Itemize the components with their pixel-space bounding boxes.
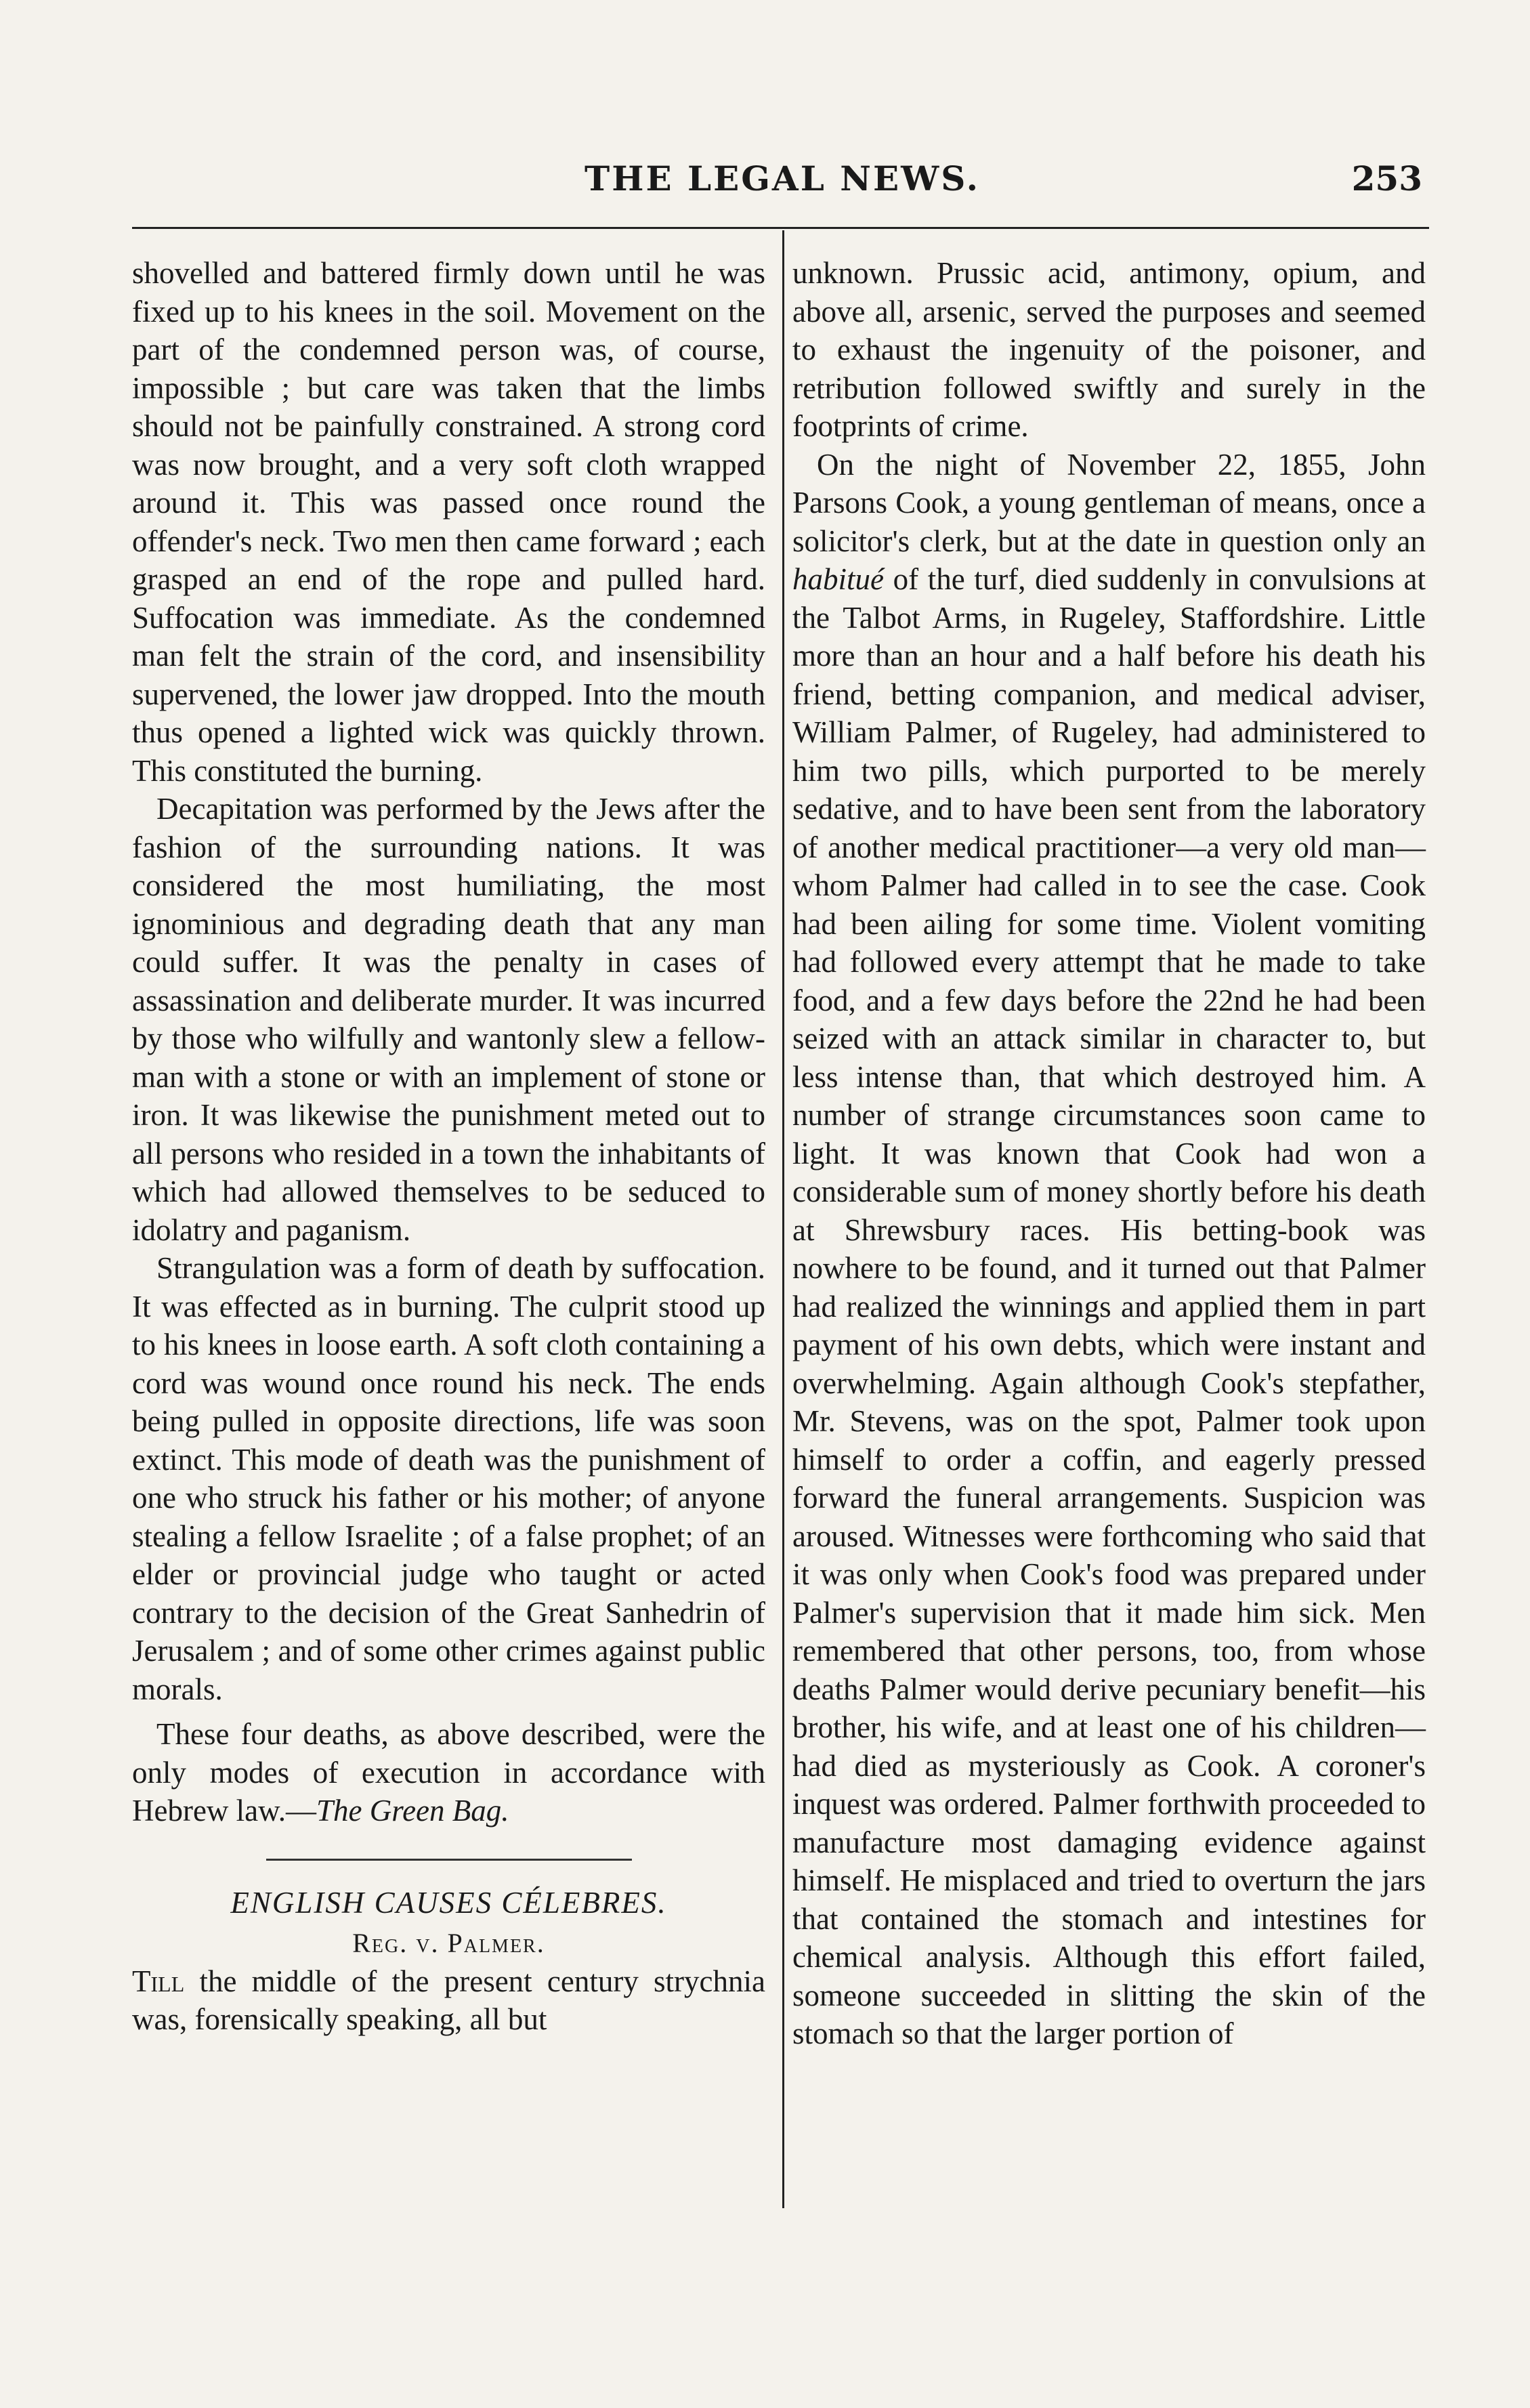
paragraph-conclusion <box>132 1715 765 1830</box>
paragraph-burning: shovelled and battered firmly down until he was fixed up to his knees in the soil. Movement on the part of the condemned person was, of course, impossible ; but care was taken that the limbs should not be painfully constrained. A strong cord was now brought, and a very soft cloth wrapped around it. This was passed once round the offender's neck. Two men then came forward ; each grasped an end of the rope and pulled hard. Suffocation was immediate. As the condemned man felt the strain of the cord, and insensibility supervened, the lower jaw dropped. Into the mouth thus opened a lighted wick was quickly thrown. This constituted the burning. <box>132 256 765 788</box>
section-title: ENGLISH CAUSES CÉLEBRES. <box>230 1885 667 1920</box>
right-column <box>792 254 1426 2053</box>
cook-case-text-a: On the night of November 22, 1855, John Parsons Cook, a young gentleman of means, once a solicitor's clerk, but at the date in question only an <box>792 447 1426 558</box>
conclusion-text: These four deaths, as above described, were the only modes of execution in accordance with Hebrew law.— <box>132 1717 765 1828</box>
case-name: Reg. v. Palmer. <box>352 1927 545 1958</box>
paragraph-cook-case <box>792 446 1426 2053</box>
paragraph-poisons: unknown. Prussic acid, antimony, opium, and above all, arsenic, served the purposes and seemed to exhaust the ingenuity of the poisoner, and retribution followed swiftly and surely in the footprints of crime. <box>792 256 1426 443</box>
source-citation: The Green Bag. <box>316 1794 509 1828</box>
cook-case-text-b: of the turf, died suddenly in convulsions at the Talbot Arms, in Rugeley, Staffordshire. Little more than an hour and a half before his death his friend, betting companion, and medical adviser, William Palmer, of Rugeley, had administered to him two pills, which purported to be merely sedative, and to have been sent from the laboratory of another medical practitioner—a very old man—whom Palmer had called in to see the case. Cook had been ailing for some time. Violent vomiting had followed every attempt that he made to take food, and a few days before the 22nd he had been seized with an attack similar in character to, but less intense than, that which destroyed him. A number of strange circumstances soon came to light. It was known that Cook had won a considerable sum of money shortly before his death at Shrewsbury races. His betting-book was nowhere to be found, and it turned out that Palmer had realized the winnings and applied them in part payment of his own debts, which were instant and overwhelming. Again although Cook's stepfather, Mr. Stevens, was on the spot, Palmer took upon himself to order a coffin, and eagerly pressed forward the funeral arrangements. Suspicion was aroused. Witnesses were forthcoming who said that it was only when Cook's food was prepared under Palmer's supervision that it made him sick. Men remembered that other persons, too, from whose deaths Palmer would derive pecuniary benefit—his brother, his wife, and at least one of his children—had died as mysteriously as Cook. A coroner's inquest was ordered. Palmer forthwith proceeded to manufacture most damaging evidence against himself. He misplaced and tried to overturn the jars that contained the stomach and intestines for chemical analysis. Although this effort failed, someone succeeded in slitting the skin of the stomach so that the larger portion of <box>792 562 1426 2050</box>
paragraph-strangulation: Strangulation was a form of death by suffocation. It was effected as in burning. The culprit stood up to his knees in loose earth. A soft cloth containing a cord was wound once round his neck. The ends being pulled in opposite directions, life was soon extinct. This mode of death was the punishment of one who struck his father or his mother; of anyone stealing a fellow Israelite ; of a false prophet; of an elder or provincial judge who taught or acted contrary to the decision of the Great Sanhedrin of Jerusalem ; and of some other crimes against public morals. <box>132 1251 765 1706</box>
column-divider <box>782 230 784 2208</box>
section-divider <box>266 1859 632 1861</box>
drop-lead-word: Till <box>132 1964 185 1998</box>
page-number: 253 <box>1351 159 1422 198</box>
left-column <box>132 254 765 2039</box>
paragraph-decapitation: Decapitation was performed by the Jews after the fashion of the surrounding nations. It was considered the most humiliating, the most ignominious and degrading death that any man could suffer. It was the penalty in cases of assassination and deliberate murder. It was incurred by those who wilfully and wantonly slew a fellow-man with a stone or with an implement of stone or iron. It was likewise the punishment meted out to all persons who resided in a town the inhabitants of which had allowed themselves to be seduced to idolatry and paganism. <box>132 792 765 1247</box>
italic-habitue: habitué <box>792 562 884 596</box>
running-title: THE LEGAL NEWS. <box>585 159 980 198</box>
paragraph-palmer-intro <box>132 1962 765 2039</box>
header-rule <box>132 227 1429 229</box>
running-header <box>135 154 1429 209</box>
palmer-intro-text: the middle of the present century strychnia was, forensically speaking, all but <box>132 1964 765 2036</box>
